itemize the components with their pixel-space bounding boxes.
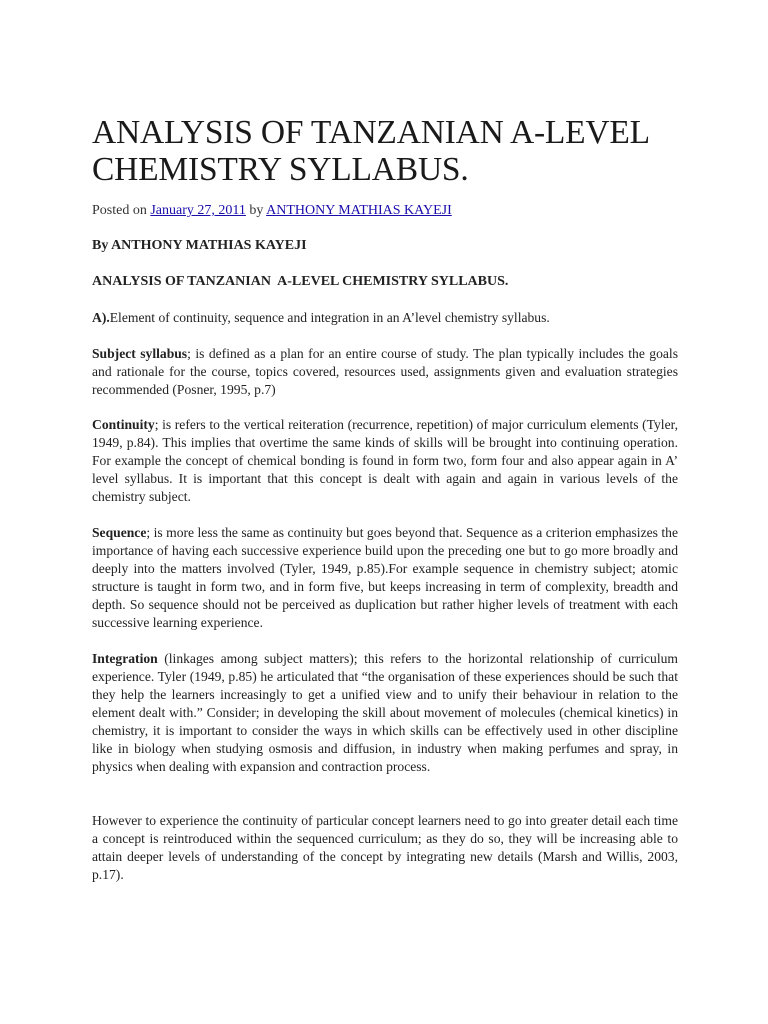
paragraph-a-label: A). <box>92 310 110 325</box>
continuity-term: Continuity <box>92 417 155 432</box>
post-meta <box>92 202 678 220</box>
integration-text: (linkages among subject matters); this refers to the horizontal relationship of curriculum experience. Tyler (1949, p.85) he articulated that “the organisation of these experiences should be such that they help the learners increasingly to get a unified view and to unify their behaviour in relation to the element dealt with.” Consider; in developing the skill about movement of molecules (chemical kinetics) in chemistry, it is important to consider the ways in which skills can be effectively used in other discipline like in biology when studying osmosis and diffusion, in industry when making perfumes and spray, in physics when dealing with expansion and contraction process. <box>92 651 678 774</box>
paragraph-integration <box>92 650 678 776</box>
page-title: ANALYSIS OF TANZANIAN A-LEVEL CHEMISTRY SYLLABUS. <box>92 114 649 188</box>
author-link[interactable]: ANTHONY MATHIAS KAYEJI <box>266 203 452 218</box>
posted-on-label: Posted on <box>92 203 147 218</box>
subject-syllabus-text: ; is defined as a plan for an entire course of study. The plan typically includes the goals and rationale for the course, topics covered, resources used, assignments given and evaluation strategies recommended (Posner, 1995, p.7) <box>92 346 678 397</box>
paragraph-however <box>92 812 678 884</box>
subject-syllabus-term: Subject syllabus <box>92 346 188 361</box>
continuity-text: ; is refers to the vertical reiteration (recurrence, repetition) of major curriculum elements (Tyler, 1949, p.84). This implies that overtime the same kinds of skills will be brought into continuing operation. For example the concept of chemical bonding is found in form two, form four and also appear again in A’ level syllabus. It is important that this concept is dealt with again and again in various levels of the chemistry subject. <box>92 417 678 504</box>
paragraph-a <box>92 309 678 327</box>
integration-term: Integration <box>92 651 158 666</box>
paragraph-a-text: Element of continuity, sequence and integration in an A’level chemistry syllabus. <box>109 310 550 325</box>
paragraph-continuity <box>92 416 678 506</box>
article-subtitle: ANALYSIS OF TANZANIAN A-LEVEL CHEMISTRY SYLLABUS. <box>92 274 509 289</box>
post-date-link[interactable]: January 27, 2011 <box>150 203 246 218</box>
sequence-term: Sequence <box>92 525 147 540</box>
paragraph-sequence <box>92 524 678 632</box>
by-label: by <box>249 203 264 218</box>
paragraph-subject-syllabus <box>92 345 678 399</box>
byline: By ANTHONY MATHIAS KAYEJI <box>92 238 307 253</box>
however-text: However to experience the continuity of particular concept learners need to go into greater detail each time a concept is reintroduced within the sequenced curriculum; as they do so, they will be increasing able to attain deeper levels of understanding of the concept by integrating new details (Marsh and Willis, 2003, p.17). <box>92 813 678 882</box>
sequence-text: ; is more less the same as continuity but goes beyond that. Sequence as a criterion emphasizes the importance of having each successive experience build upon the preceding one but to go more broadly and deeply into the matters involved (Tyler, 1949, p.85).For example sequence in chemistry subject; atomic structure is taught in form two, and in form five, but keeps increasing in term of complexity, breadth and depth. So sequence should not be perceived as duplication but rather higher levels of treatment with each successive learning experience. <box>92 525 678 630</box>
